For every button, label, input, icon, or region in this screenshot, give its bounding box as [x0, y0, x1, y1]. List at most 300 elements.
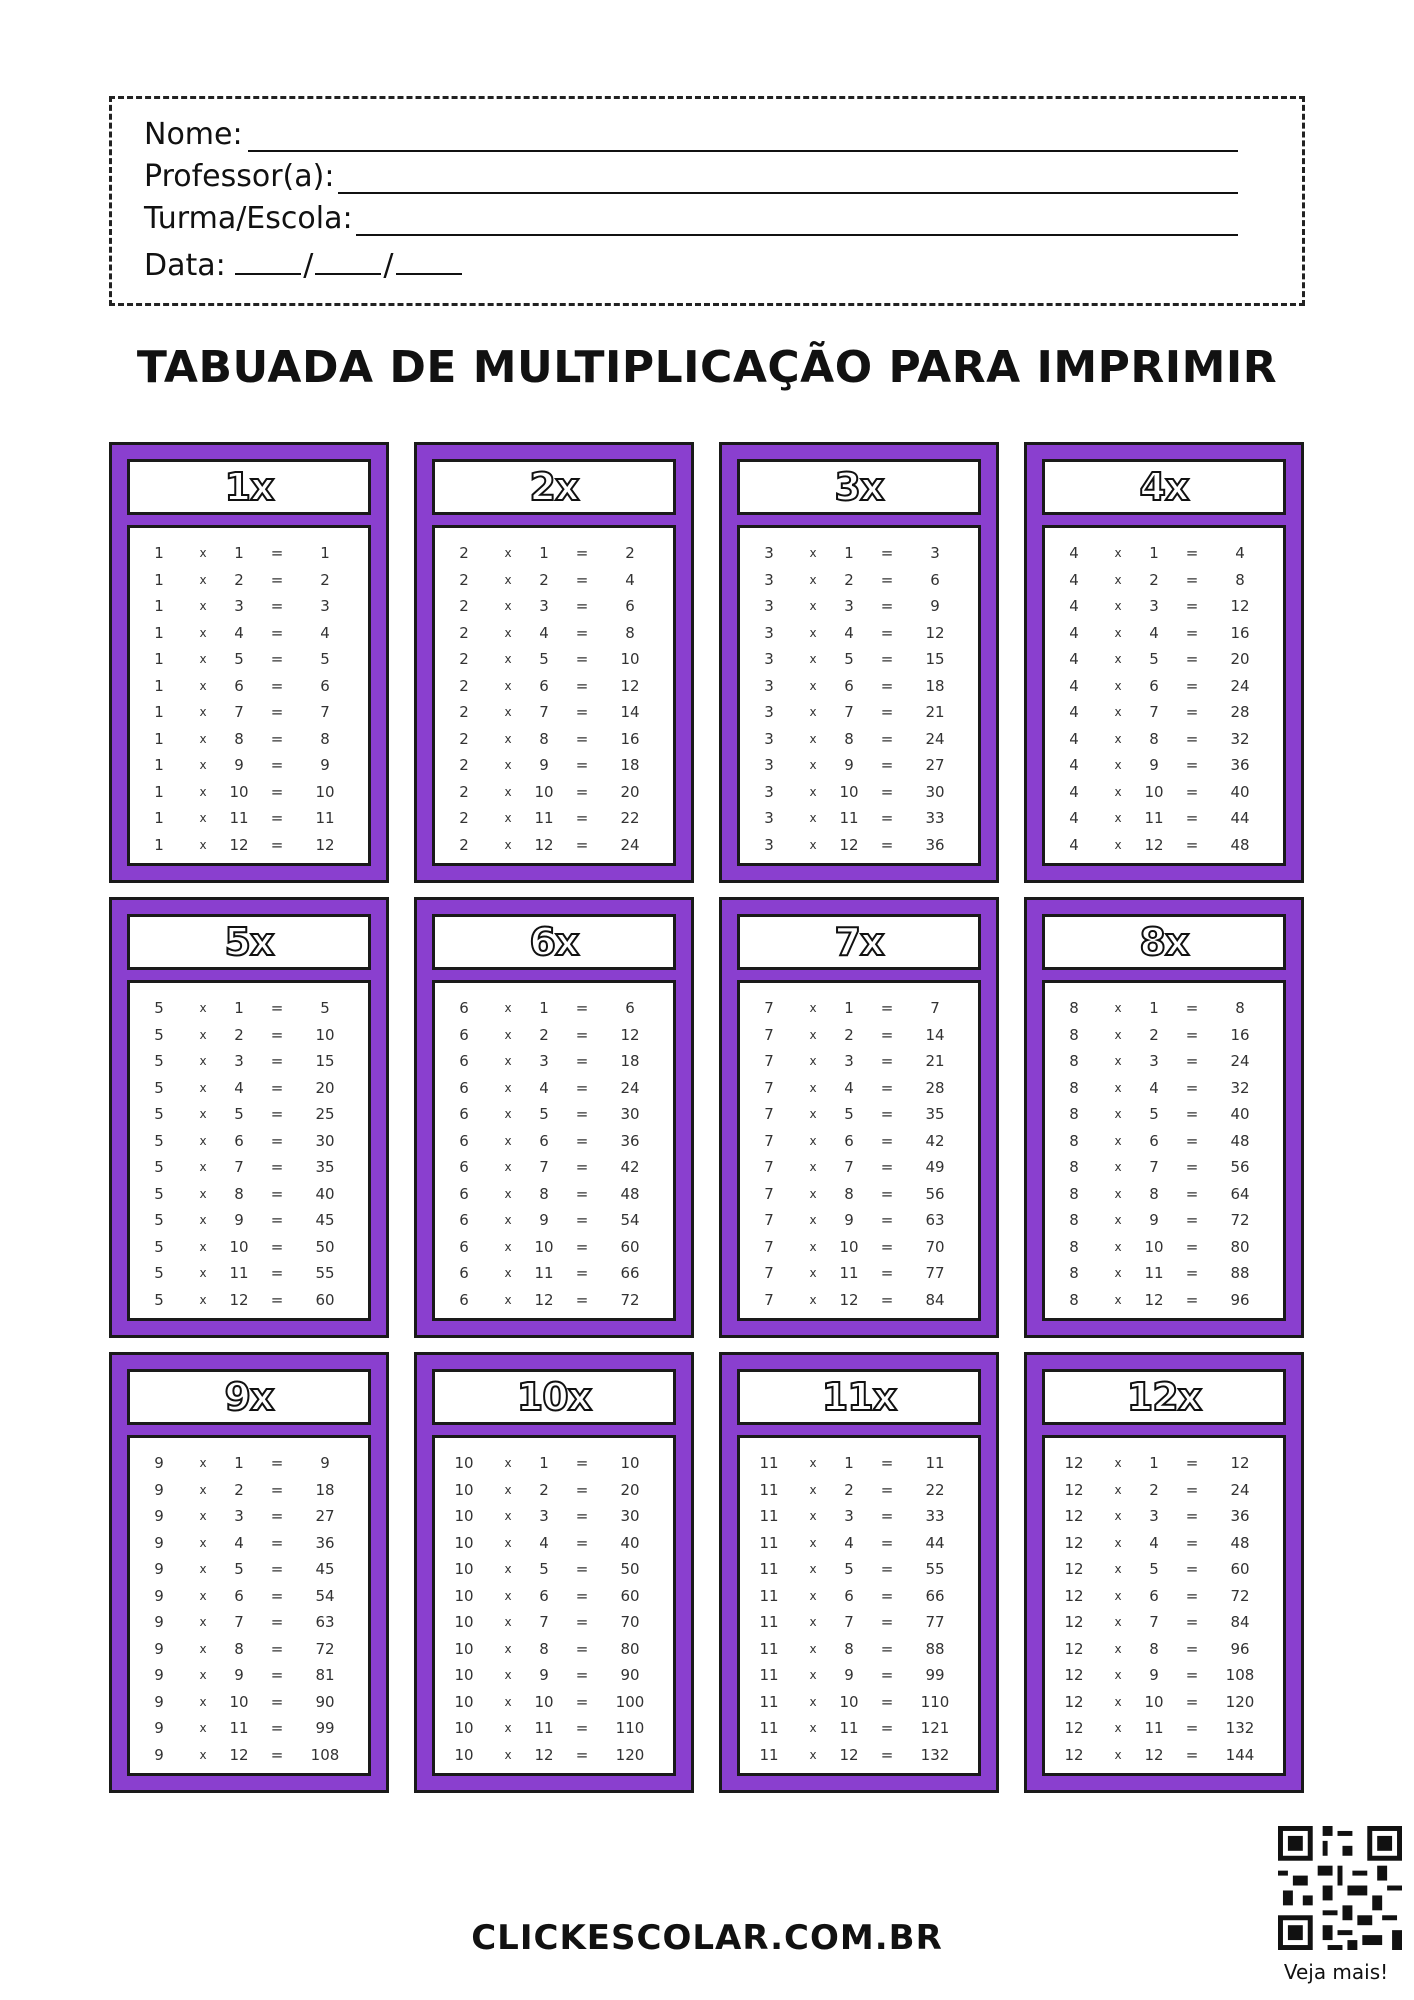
multiplicand: 12	[1064, 1745, 1084, 1764]
table-row	[1045, 805, 1283, 832]
multiplier: 5	[844, 1560, 854, 1579]
times-sign: x	[809, 1562, 817, 1577]
product: 7	[320, 703, 330, 722]
multiplicand: 7	[764, 1184, 774, 1203]
equals-sign: =	[270, 1507, 284, 1526]
times-sign: x	[199, 1001, 207, 1016]
date-month-blank[interactable]	[315, 243, 381, 275]
student-info-box	[109, 96, 1305, 306]
multiplier: 10	[229, 1237, 249, 1256]
product: 44	[925, 1533, 945, 1552]
table-row	[740, 1207, 978, 1234]
equals-sign: =	[880, 1454, 894, 1473]
product: 72	[315, 1639, 335, 1658]
multiplicand: 3	[764, 570, 774, 589]
equals-sign: =	[270, 623, 284, 642]
product: 8	[320, 729, 330, 748]
multiplicand: 2	[459, 703, 469, 722]
equals-sign: =	[270, 999, 284, 1018]
times-sign: x	[1114, 1668, 1122, 1683]
table-card-body	[432, 1435, 676, 1776]
multiplicand: 3	[764, 703, 774, 722]
multiplier: 7	[539, 703, 549, 722]
multiplicand: 3	[764, 544, 774, 563]
times-sign: x	[504, 1747, 512, 1762]
times-sign: x	[1114, 758, 1122, 773]
product: 108	[1225, 1666, 1255, 1685]
equals-sign: =	[1185, 1666, 1199, 1685]
times-sign: x	[809, 1509, 817, 1524]
table-row	[435, 1477, 673, 1504]
table-row	[1045, 1742, 1283, 1769]
equals-sign: =	[575, 809, 589, 828]
times-sign: x	[504, 1588, 512, 1603]
table-row	[435, 1715, 673, 1742]
product: 11	[925, 1454, 945, 1473]
equals-sign: =	[270, 1454, 284, 1473]
multiplicand: 7	[764, 1105, 774, 1124]
table-row	[435, 1048, 673, 1075]
equals-sign: =	[880, 1719, 894, 1738]
date-year-blank[interactable]	[396, 243, 462, 275]
equals-sign: =	[575, 1131, 589, 1150]
equals-sign: =	[575, 756, 589, 775]
times-sign: x	[504, 1266, 512, 1281]
multiplicand: 10	[454, 1666, 474, 1685]
multiplier: 4	[539, 1078, 549, 1097]
multiplicand: 8	[1069, 1025, 1079, 1044]
table-card	[719, 442, 999, 883]
product: 15	[315, 1052, 335, 1071]
product: 27	[315, 1507, 335, 1526]
times-sign: x	[504, 652, 512, 667]
times-sign: x	[504, 572, 512, 587]
table-card-title: 1x	[224, 465, 274, 509]
multiplier: 3	[539, 597, 549, 616]
multiplier: 1	[539, 999, 549, 1018]
multiplier: 10	[534, 1237, 554, 1256]
multiplicand: 1	[154, 650, 164, 669]
table-row	[740, 805, 978, 832]
multiplicand: 11	[759, 1454, 779, 1473]
table-row	[740, 1636, 978, 1663]
multiplicand: 2	[459, 756, 469, 775]
multiplier: 11	[839, 1719, 859, 1738]
multiplicand: 8	[1069, 999, 1079, 1018]
product: 22	[925, 1480, 945, 1499]
product: 10	[315, 782, 335, 801]
times-sign: x	[1114, 784, 1122, 799]
multiplier: 5	[1149, 1560, 1159, 1579]
multiplicand: 12	[1064, 1613, 1084, 1632]
multiplier: 8	[1149, 1639, 1159, 1658]
equals-sign: =	[1185, 1158, 1199, 1177]
table-card	[414, 442, 694, 883]
table-row	[130, 726, 368, 753]
multiplier: 5	[234, 1105, 244, 1124]
table-row	[435, 593, 673, 620]
equals-sign: =	[1185, 729, 1199, 748]
table-row	[435, 1662, 673, 1689]
equals-sign: =	[270, 676, 284, 695]
times-sign: x	[809, 1588, 817, 1603]
name-field[interactable]	[144, 117, 243, 153]
times-sign: x	[199, 1721, 207, 1736]
multiplicand: 9	[154, 1454, 164, 1473]
multiplicand: 8	[1069, 1290, 1079, 1309]
table-row	[130, 995, 368, 1022]
multiplicand: 12	[1064, 1666, 1084, 1685]
equals-sign: =	[880, 1184, 894, 1203]
product: 40	[620, 1533, 640, 1552]
table-row	[130, 646, 368, 673]
product: 11	[315, 809, 335, 828]
multiplicand: 7	[764, 1131, 774, 1150]
equals-sign: =	[575, 650, 589, 669]
multiplicand: 5	[154, 1105, 164, 1124]
multiplicand: 9	[154, 1745, 164, 1764]
multiplier: 4	[539, 623, 549, 642]
class-line	[356, 234, 1238, 236]
product: 54	[315, 1586, 335, 1605]
multiplier: 6	[234, 676, 244, 695]
equals-sign: =	[270, 1533, 284, 1552]
multiplicand: 1	[154, 835, 164, 854]
multiplicand: 2	[459, 623, 469, 642]
multiplier: 4	[844, 623, 854, 642]
table-card-body	[737, 1435, 981, 1776]
times-sign: x	[1114, 1535, 1122, 1550]
table-row	[740, 1181, 978, 1208]
table-card	[719, 897, 999, 1338]
table-card-header	[432, 1369, 676, 1425]
multiplicand: 11	[759, 1507, 779, 1526]
multiplicand: 10	[454, 1533, 474, 1552]
times-sign: x	[1114, 1562, 1122, 1577]
equals-sign: =	[880, 1078, 894, 1097]
product: 21	[925, 1052, 945, 1071]
product: 20	[315, 1078, 335, 1097]
equals-sign: =	[880, 1211, 894, 1230]
table-row	[435, 1181, 673, 1208]
equals-sign: =	[1185, 1264, 1199, 1283]
equals-sign: =	[575, 1533, 589, 1552]
table-row	[740, 1287, 978, 1314]
table-row	[1045, 726, 1283, 753]
equals-sign: =	[880, 1692, 894, 1711]
multiplier: 8	[539, 1639, 549, 1658]
table-row	[740, 1742, 978, 1769]
times-sign: x	[504, 1133, 512, 1148]
times-sign: x	[809, 1535, 817, 1550]
times-sign: x	[809, 1213, 817, 1228]
equals-sign: =	[880, 782, 894, 801]
times-sign: x	[504, 1615, 512, 1630]
multiplicand: 10	[454, 1692, 474, 1711]
multiplier: 5	[1149, 650, 1159, 669]
multiplier: 9	[844, 1666, 854, 1685]
times-sign: x	[504, 1641, 512, 1656]
equals-sign: =	[575, 1184, 589, 1203]
product: 12	[315, 835, 335, 854]
table-row	[435, 1234, 673, 1261]
table-card-body	[1042, 1435, 1286, 1776]
multiplier: 3	[234, 597, 244, 616]
product: 63	[315, 1613, 335, 1632]
table-row	[740, 699, 978, 726]
times-sign: x	[504, 1054, 512, 1069]
table-card	[719, 1352, 999, 1793]
table-row	[435, 646, 673, 673]
product: 121	[920, 1719, 950, 1738]
equals-sign: =	[880, 1237, 894, 1256]
multiplier: 2	[1149, 570, 1159, 589]
product: 66	[925, 1586, 945, 1605]
table-row	[1045, 1287, 1283, 1314]
multiplier: 7	[234, 1613, 244, 1632]
product: 18	[620, 756, 640, 775]
equals-sign: =	[575, 1052, 589, 1071]
table-row	[1045, 699, 1283, 726]
multiplicand: 5	[154, 1052, 164, 1071]
product: 36	[620, 1131, 640, 1150]
multiplicand: 2	[459, 570, 469, 589]
times-sign: x	[199, 1160, 207, 1175]
times-sign: x	[809, 1239, 817, 1254]
equals-sign: =	[270, 1078, 284, 1097]
product: 1	[320, 544, 330, 563]
multiplicand: 11	[759, 1533, 779, 1552]
equals-sign: =	[575, 1105, 589, 1124]
times-sign: x	[504, 731, 512, 746]
multiplier: 9	[1149, 756, 1159, 775]
multiplicand: 4	[1069, 703, 1079, 722]
equals-sign: =	[880, 1533, 894, 1552]
equals-sign: =	[880, 1105, 894, 1124]
equals-sign: =	[1185, 570, 1199, 589]
equals-sign: =	[1185, 1184, 1199, 1203]
table-row	[740, 1075, 978, 1102]
table-card-title: 12x	[1126, 1375, 1202, 1419]
times-sign: x	[199, 1027, 207, 1042]
times-sign: x	[199, 811, 207, 826]
multiplicand: 10	[454, 1454, 474, 1473]
times-sign: x	[809, 1292, 817, 1307]
multiplicand: 7	[764, 1158, 774, 1177]
multiplicand: 10	[454, 1719, 474, 1738]
equals-sign: =	[575, 1719, 589, 1738]
equals-sign: =	[880, 756, 894, 775]
product: 36	[925, 835, 945, 854]
equals-sign: =	[880, 729, 894, 748]
table-row	[740, 540, 978, 567]
teacher-label: Professor(a):	[144, 159, 335, 194]
table-row	[1045, 1662, 1283, 1689]
equals-sign: =	[270, 544, 284, 563]
times-sign: x	[809, 572, 817, 587]
table-row	[1045, 1075, 1283, 1102]
equals-sign: =	[575, 1613, 589, 1632]
equals-sign: =	[575, 1290, 589, 1309]
equals-sign: =	[1185, 1639, 1199, 1658]
table-row	[1045, 1022, 1283, 1049]
multiplicand: 11	[759, 1480, 779, 1499]
table-row	[740, 1556, 978, 1583]
multiplicand: 2	[459, 544, 469, 563]
times-sign: x	[1114, 625, 1122, 640]
table-row	[435, 1154, 673, 1181]
table-row	[130, 1022, 368, 1049]
equals-sign: =	[880, 1158, 894, 1177]
multiplier: 6	[844, 676, 854, 695]
product: 32	[1230, 729, 1250, 748]
multiplier: 7	[1149, 1613, 1159, 1632]
multiplier: 7	[539, 1158, 549, 1177]
product: 9	[930, 597, 940, 616]
multiplier: 2	[844, 1025, 854, 1044]
equals-sign: =	[270, 1211, 284, 1230]
times-sign: x	[1114, 678, 1122, 693]
times-sign: x	[1114, 1694, 1122, 1709]
table-row	[130, 1636, 368, 1663]
multiplier: 10	[534, 782, 554, 801]
times-sign: x	[1114, 1482, 1122, 1497]
equals-sign: =	[270, 1666, 284, 1685]
table-row	[130, 1742, 368, 1769]
multiplier: 2	[1149, 1480, 1159, 1499]
table-row	[435, 1503, 673, 1530]
table-card-body	[737, 525, 981, 866]
multiplicand: 3	[764, 676, 774, 695]
times-sign: x	[809, 1027, 817, 1042]
product: 12	[620, 1025, 640, 1044]
multiplicand: 9	[154, 1533, 164, 1552]
multiplicand: 4	[1069, 756, 1079, 775]
product: 15	[925, 650, 945, 669]
multiplier: 4	[539, 1533, 549, 1552]
table-card-title: 6x	[529, 920, 579, 964]
multiplicand: 8	[1069, 1237, 1079, 1256]
multiplier: 9	[844, 1211, 854, 1230]
multiplier: 6	[234, 1586, 244, 1605]
multiplier: 8	[1149, 729, 1159, 748]
table-row	[1045, 540, 1283, 567]
multiplicand: 7	[764, 1211, 774, 1230]
product: 50	[620, 1560, 640, 1579]
table-row	[740, 567, 978, 594]
times-sign: x	[1114, 1054, 1122, 1069]
multiplicand: 6	[459, 1078, 469, 1097]
date-day-blank[interactable]	[235, 243, 301, 275]
qr-code-icon[interactable]	[1278, 1826, 1402, 1950]
product: 48	[1230, 1533, 1250, 1552]
equals-sign: =	[1185, 1613, 1199, 1632]
product: 8	[625, 623, 635, 642]
multiplicand: 6	[459, 1237, 469, 1256]
table-row	[740, 1022, 978, 1049]
teacher-field[interactable]	[144, 159, 334, 195]
table-row	[130, 620, 368, 647]
equals-sign: =	[1185, 623, 1199, 642]
equals-sign: =	[1185, 1745, 1199, 1764]
multiplier: 11	[534, 1264, 554, 1283]
times-sign: x	[1114, 652, 1122, 667]
multiplier: 1	[1149, 999, 1159, 1018]
multiplicand: 6	[459, 1131, 469, 1150]
table-card-header	[1042, 914, 1286, 970]
table-row	[740, 752, 978, 779]
multiplier: 5	[234, 1560, 244, 1579]
product: 4	[1235, 544, 1245, 563]
equals-sign: =	[575, 782, 589, 801]
times-sign: x	[809, 652, 817, 667]
product: 72	[620, 1290, 640, 1309]
product: 45	[315, 1560, 335, 1579]
equals-sign: =	[1185, 1211, 1199, 1230]
table-row	[435, 673, 673, 700]
product: 33	[925, 809, 945, 828]
multiplicand: 11	[759, 1639, 779, 1658]
multiplicand: 12	[1064, 1560, 1084, 1579]
multiplier: 5	[539, 1560, 549, 1579]
multiplicand: 4	[1069, 835, 1079, 854]
times-sign: x	[504, 1160, 512, 1175]
equals-sign: =	[575, 1586, 589, 1605]
times-sign: x	[504, 546, 512, 561]
date-field[interactable]	[144, 243, 462, 284]
times-sign: x	[199, 1747, 207, 1762]
multiplier: 5	[539, 650, 549, 669]
times-sign: x	[199, 731, 207, 746]
times-sign: x	[809, 1668, 817, 1683]
multiplicand: 10	[454, 1560, 474, 1579]
table-row	[435, 1530, 673, 1557]
product: 22	[620, 809, 640, 828]
equals-sign: =	[270, 1131, 284, 1150]
multiplier: 9	[539, 1211, 549, 1230]
class-field[interactable]	[144, 201, 353, 237]
times-sign: x	[1114, 837, 1122, 852]
product: 24	[620, 835, 640, 854]
multiplier: 7	[539, 1613, 549, 1632]
product: 32	[1230, 1078, 1250, 1097]
table-row	[130, 805, 368, 832]
times-sign: x	[809, 837, 817, 852]
table-row	[1045, 1609, 1283, 1636]
table-row	[435, 620, 673, 647]
times-sign: x	[809, 784, 817, 799]
product: 77	[925, 1264, 945, 1283]
equals-sign: =	[1185, 1692, 1199, 1711]
table-row	[130, 1234, 368, 1261]
product: 54	[620, 1211, 640, 1230]
multiplicand: 6	[459, 1105, 469, 1124]
table-row	[130, 540, 368, 567]
multiplicand: 10	[454, 1480, 474, 1499]
equals-sign: =	[575, 1507, 589, 1526]
product: 21	[925, 703, 945, 722]
product: 33	[925, 1507, 945, 1526]
table-row	[1045, 673, 1283, 700]
times-sign: x	[1114, 599, 1122, 614]
table-row	[130, 1154, 368, 1181]
multiplier: 6	[539, 1586, 549, 1605]
equals-sign: =	[1185, 999, 1199, 1018]
multiplier: 10	[1144, 782, 1164, 801]
table-row	[740, 1128, 978, 1155]
date-separator: /	[383, 248, 394, 283]
times-sign: x	[809, 1080, 817, 1095]
